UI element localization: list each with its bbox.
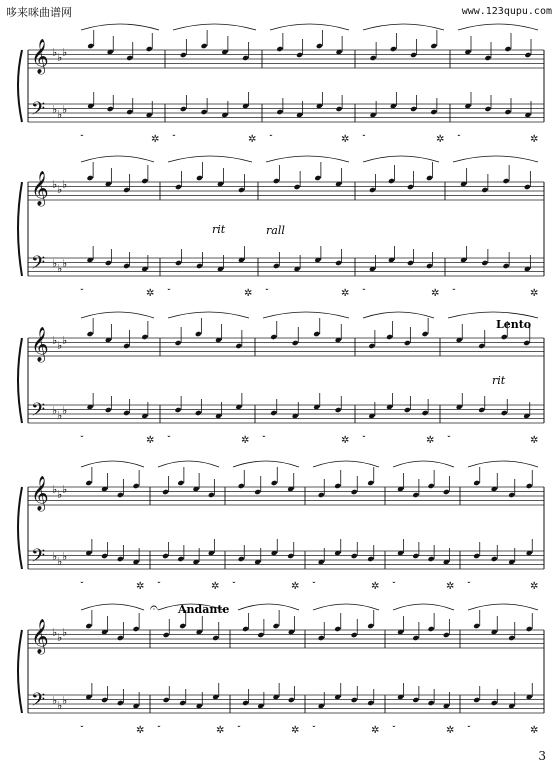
bass-note	[412, 553, 419, 559]
flat-icon: ♭	[62, 404, 68, 417]
pedal-mark-icon: 𝄻	[361, 133, 365, 143]
treble-note	[524, 52, 531, 58]
slur	[453, 156, 538, 162]
slur	[173, 24, 256, 30]
rit-mark-1: rit	[212, 223, 226, 236]
bass-note	[107, 106, 114, 112]
treble-note	[370, 55, 377, 61]
treble-note	[87, 331, 94, 337]
treble-note	[351, 632, 358, 638]
pedal-mark-icon: 𝄻	[361, 434, 365, 444]
bass-note	[105, 407, 112, 413]
flat-icon: ♭	[62, 46, 68, 59]
treble-note	[273, 178, 280, 184]
treble-note	[117, 492, 124, 498]
flat-icon: ♭	[62, 257, 68, 270]
treble-note	[126, 55, 133, 61]
treble-note	[388, 178, 395, 184]
rit-mark-2: rit	[492, 374, 506, 387]
bass-note	[504, 109, 511, 115]
treble-note	[426, 175, 433, 181]
treble-note	[428, 483, 435, 489]
pedal-release-icon: ✲	[530, 725, 539, 736]
pedal-release-icon: ✲	[146, 288, 155, 299]
treble-note	[85, 480, 92, 486]
flat-icon: ♭	[57, 51, 63, 64]
slur	[363, 156, 439, 162]
pedal-mark-icon: 𝄻	[166, 287, 170, 297]
bass-note	[175, 260, 182, 266]
pedal-release-icon: ✲	[426, 435, 435, 446]
flat-icon: ♭	[62, 483, 68, 496]
flat-icon: ♭	[52, 694, 58, 707]
bass-note	[503, 263, 510, 269]
pedal-release-icon: ✲	[248, 134, 257, 145]
system-1-brace	[18, 50, 22, 122]
pedal-release-icon: ✲	[530, 288, 539, 299]
treble-note	[242, 55, 249, 61]
treble-note	[196, 175, 203, 181]
pedal-mark-icon: 𝄻	[79, 580, 83, 590]
treble-note	[242, 626, 249, 632]
treble-note	[212, 635, 219, 641]
bass-note	[430, 109, 437, 115]
pedal-release-icon: ✲	[446, 581, 455, 592]
bass-note	[404, 407, 411, 413]
treble-note	[270, 334, 277, 340]
system-2-brace	[18, 182, 22, 276]
pedal-release-icon: ✲	[371, 581, 380, 592]
treble-clef-icon: 𝄞	[31, 327, 49, 362]
treble-note	[503, 178, 510, 184]
pedal-mark-icon: 𝄻	[456, 133, 460, 143]
treble-note	[133, 626, 140, 632]
flat-icon: ♭	[62, 178, 68, 191]
treble-note	[478, 343, 485, 349]
slur	[458, 24, 538, 30]
pedal-mark-icon: 𝄻	[391, 580, 395, 590]
bass-note	[335, 407, 342, 413]
treble-note	[526, 626, 533, 632]
pedal-mark-icon: 𝄻	[466, 580, 470, 590]
treble-note	[368, 343, 375, 349]
treble-note	[316, 43, 323, 49]
treble-note	[296, 52, 303, 58]
treble-note	[314, 175, 321, 181]
pedal-mark-icon: 𝄻	[311, 580, 315, 590]
bass-note	[367, 700, 374, 706]
slur	[233, 461, 299, 467]
bass-note	[478, 407, 485, 413]
treble-note	[294, 184, 301, 190]
treble-note	[313, 331, 320, 337]
treble-note	[123, 187, 130, 193]
pedal-mark-icon: 𝄻	[79, 724, 83, 734]
pedal-release-icon: ✲	[136, 581, 145, 592]
treble-note	[177, 480, 184, 486]
treble-note	[123, 343, 130, 349]
treble-note	[422, 331, 429, 337]
slur	[168, 312, 249, 318]
treble-note	[141, 178, 148, 184]
treble-note	[133, 483, 140, 489]
flat-icon: ♭	[52, 626, 58, 639]
slur	[468, 461, 538, 467]
pedal-release-icon: ✲	[446, 725, 455, 736]
treble-note	[271, 480, 278, 486]
treble-note	[318, 492, 325, 498]
flat-icon: ♭	[57, 555, 63, 568]
bass-note	[473, 553, 480, 559]
flat-icon: ♭	[57, 488, 63, 501]
flat-icon: ♭	[52, 483, 58, 496]
treble-note	[318, 635, 325, 641]
bass-clef-icon: 𝄢	[31, 99, 46, 124]
bass-note	[179, 700, 186, 706]
treble-note	[117, 635, 124, 641]
pedal-mark-icon: 𝄻	[156, 580, 160, 590]
flat-icon: ♭	[57, 699, 63, 712]
slur	[81, 156, 154, 162]
flat-icon: ♭	[62, 694, 68, 707]
treble-note	[367, 480, 374, 486]
pedal-mark-icon: 𝄻	[171, 133, 175, 143]
bass-note	[410, 106, 417, 112]
bass-note	[105, 260, 112, 266]
flat-icon: ♭	[62, 550, 68, 563]
bass-note	[422, 410, 429, 416]
bass-note	[473, 697, 480, 703]
bass-note	[491, 700, 498, 706]
treble-note	[195, 331, 202, 337]
bass-note	[426, 263, 433, 269]
bass-note	[123, 263, 130, 269]
treble-note	[412, 635, 419, 641]
treble-note	[87, 43, 94, 49]
pedal-mark-icon: 𝄻	[231, 580, 235, 590]
treble-note	[508, 635, 515, 641]
bass-note	[162, 553, 169, 559]
treble-note	[523, 340, 530, 346]
pedal-release-icon: ✲	[291, 581, 300, 592]
slur	[393, 604, 454, 610]
pedal-mark-icon: 𝄻	[79, 287, 83, 297]
treble-note	[87, 175, 94, 181]
flat-icon: ♭	[57, 183, 63, 196]
treble-note	[430, 43, 437, 49]
treble-note	[473, 480, 480, 486]
treble-note	[257, 632, 264, 638]
slur	[363, 24, 444, 30]
flat-icon: ♭	[52, 404, 58, 417]
bass-note	[175, 407, 182, 413]
treble-note	[390, 46, 397, 52]
page-number: 3	[538, 749, 546, 763]
pedal-mark-icon: 𝄻	[311, 724, 315, 734]
treble-note	[334, 626, 341, 632]
slur	[313, 604, 379, 610]
treble-note	[175, 340, 182, 346]
pedal-release-icon: ✲	[341, 435, 350, 446]
treble-clef-icon: 𝄞	[31, 476, 49, 511]
treble-note	[369, 187, 376, 193]
pedal-mark-icon: 𝄻	[451, 287, 455, 297]
treble-note	[276, 46, 283, 52]
bass-note	[351, 697, 358, 703]
tempo-lento: Lento	[496, 318, 532, 331]
bass-note	[276, 109, 283, 115]
pedal-mark-icon: 𝄻	[79, 133, 83, 143]
flat-icon: ♭	[57, 409, 63, 422]
slur	[238, 604, 299, 610]
pedal-release-icon: ✲	[436, 134, 445, 145]
treble-note	[410, 52, 417, 58]
treble-clef-icon: 𝄞	[31, 39, 49, 74]
system-4-brace	[18, 487, 22, 569]
bass-note	[481, 260, 488, 266]
pedal-release-icon: ✲	[431, 288, 440, 299]
bass-note	[501, 410, 508, 416]
bass-clef-icon: 𝄢	[31, 690, 46, 715]
treble-note	[175, 184, 182, 190]
treble-note	[443, 489, 450, 495]
flat-icon: ♭	[62, 626, 68, 639]
pedal-release-icon: ✲	[341, 288, 350, 299]
pedal-release-icon: ✲	[291, 725, 300, 736]
slur	[81, 461, 144, 467]
flat-icon: ♭	[52, 257, 58, 270]
treble-note	[428, 626, 435, 632]
treble-note	[179, 623, 186, 629]
pedal-mark-icon: 𝄻	[79, 434, 83, 444]
flat-icon: ♭	[52, 46, 58, 59]
fermata-icon: 𝄐	[150, 600, 158, 616]
pedal-release-icon: ✲	[530, 134, 539, 145]
pedal-release-icon: ✲	[146, 435, 155, 446]
treble-note	[484, 55, 491, 61]
slur	[468, 604, 538, 610]
treble-note	[412, 492, 419, 498]
slur	[168, 156, 252, 162]
slur	[393, 461, 454, 467]
bass-note	[196, 263, 203, 269]
bass-note	[412, 697, 419, 703]
treble-note	[163, 632, 170, 638]
treble-note	[85, 623, 92, 629]
bass-note	[177, 556, 184, 562]
pedal-mark-icon: 𝄻	[264, 287, 268, 297]
site-name: 哆来咪曲谱网	[6, 6, 72, 19]
treble-note	[201, 43, 208, 49]
pedal-release-icon: ✲	[241, 435, 250, 446]
bass-note	[484, 106, 491, 112]
bass-note	[335, 260, 342, 266]
bass-note	[336, 106, 343, 112]
site-url: www.123qupu.com	[461, 6, 552, 17]
slur	[363, 312, 434, 318]
flat-icon: ♭	[52, 550, 58, 563]
bass-note	[117, 700, 124, 706]
bass-note	[242, 700, 249, 706]
bass-note	[126, 109, 133, 115]
slur	[270, 24, 349, 30]
treble-note	[235, 343, 242, 349]
treble-note	[146, 46, 153, 52]
flat-icon: ♭	[57, 339, 63, 352]
treble-note	[407, 184, 414, 190]
slur	[158, 461, 219, 467]
bass-note	[117, 556, 124, 562]
treble-note	[524, 184, 531, 190]
bass-note	[407, 260, 414, 266]
treble-clef-icon: 𝄞	[31, 619, 49, 654]
treble-note	[504, 46, 511, 52]
slur	[81, 24, 159, 30]
bass-note	[101, 697, 108, 703]
pedal-mark-icon: 𝄻	[166, 434, 170, 444]
bass-clef-icon: 𝄢	[31, 400, 46, 425]
treble-note	[386, 334, 393, 340]
flat-icon: ♭	[57, 108, 63, 121]
pedal-mark-icon: 𝄻	[268, 133, 272, 143]
treble-note	[473, 623, 480, 629]
bass-note	[428, 700, 435, 706]
bass-note	[288, 697, 295, 703]
bass-note	[273, 263, 280, 269]
pedal-release-icon: ✲	[244, 288, 253, 299]
pedal-release-icon: ✲	[530, 435, 539, 446]
bass-note	[201, 109, 208, 115]
pedal-mark-icon: 𝄻	[236, 724, 240, 734]
slur	[313, 461, 379, 467]
treble-note	[334, 483, 341, 489]
treble-note	[404, 340, 411, 346]
treble-note	[208, 492, 215, 498]
slur	[81, 604, 144, 610]
treble-note	[508, 492, 515, 498]
treble-note	[367, 623, 374, 629]
flat-icon: ♭	[52, 334, 58, 347]
pedal-mark-icon: 𝄻	[446, 434, 450, 444]
bass-clef-icon: 𝄢	[31, 546, 46, 571]
treble-note	[180, 52, 187, 58]
pedal-mark-icon: 𝄻	[466, 724, 470, 734]
treble-note	[443, 632, 450, 638]
tempo-andante: Andante	[178, 603, 230, 616]
bass-note	[195, 410, 202, 416]
flat-icon: ♭	[52, 103, 58, 116]
flat-icon: ♭	[52, 178, 58, 191]
pedal-release-icon: ✲	[371, 725, 380, 736]
system-3-brace	[18, 338, 22, 423]
pedal-mark-icon: 𝄻	[261, 434, 265, 444]
bass-note	[367, 556, 374, 562]
pedal-mark-icon: 𝄻	[391, 724, 395, 734]
slur	[263, 312, 349, 318]
bass-note	[180, 106, 187, 112]
bass-note	[491, 556, 498, 562]
rall-mark: rall	[266, 224, 285, 237]
pedal-release-icon: ✲	[530, 581, 539, 592]
bass-note	[428, 556, 435, 562]
bass-note	[101, 553, 108, 559]
treble-note	[141, 334, 148, 340]
bass-note	[287, 553, 294, 559]
pedal-release-icon: ✲	[151, 134, 160, 145]
flat-icon: ♭	[57, 262, 63, 275]
treble-note	[238, 483, 245, 489]
treble-note	[162, 489, 169, 495]
flat-icon: ♭	[57, 631, 63, 644]
bass-clef-icon: 𝄢	[31, 253, 46, 278]
bass-note	[270, 410, 277, 416]
pedal-release-icon: ✲	[211, 581, 220, 592]
bass-note	[163, 697, 170, 703]
bass-note	[238, 556, 245, 562]
pedal-release-icon: ✲	[216, 725, 225, 736]
flat-icon: ♭	[62, 334, 68, 347]
treble-note	[273, 623, 280, 629]
bass-note	[123, 410, 130, 416]
treble-note	[351, 489, 358, 495]
treble-clef-icon: 𝄞	[31, 171, 49, 206]
slur	[81, 312, 154, 318]
slur	[266, 156, 349, 162]
treble-note	[292, 340, 299, 346]
treble-note	[526, 483, 533, 489]
system-5-brace	[18, 630, 22, 713]
pedal-release-icon: ✲	[136, 725, 145, 736]
treble-note	[501, 334, 508, 340]
treble-note	[254, 489, 261, 495]
treble-note	[238, 187, 245, 193]
flat-icon: ♭	[62, 103, 68, 116]
pedal-mark-icon: 𝄻	[156, 724, 160, 734]
pedal-mark-icon: 𝄻	[361, 287, 365, 297]
treble-note	[481, 187, 488, 193]
bass-note	[351, 553, 358, 559]
pedal-release-icon: ✲	[341, 134, 350, 145]
